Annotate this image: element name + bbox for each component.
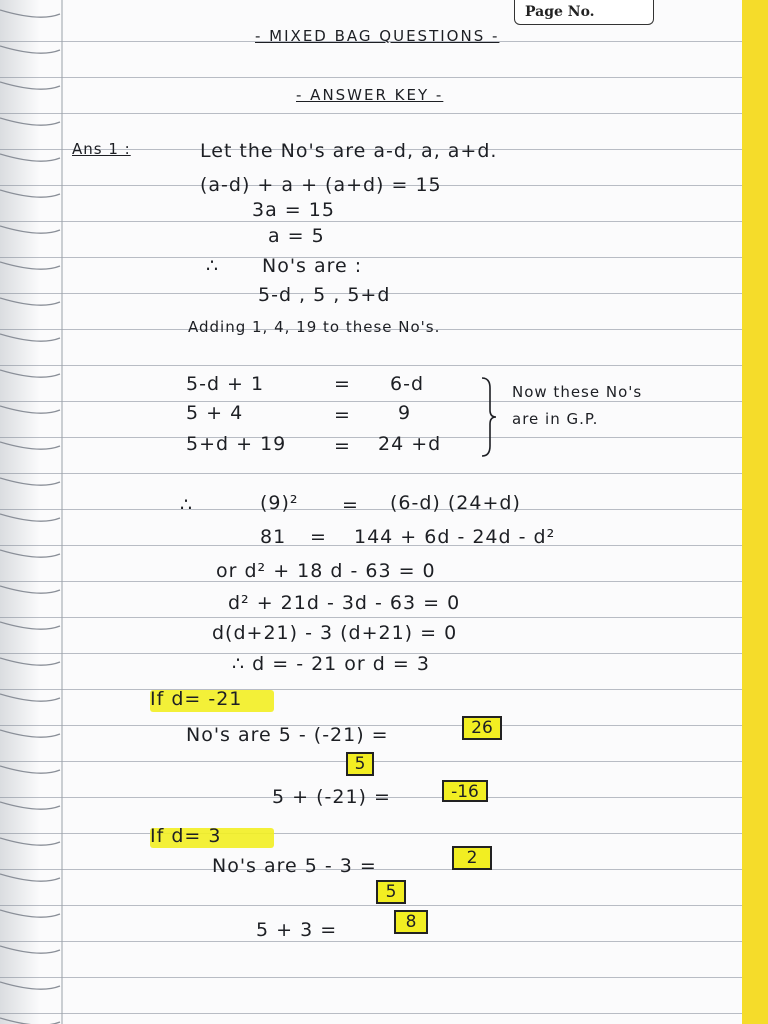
equation-line: d(d+21) - 3 (d+21) = 0 <box>212 622 458 644</box>
table-eq: = <box>334 404 351 426</box>
case-heading: If d= 3 <box>150 825 222 847</box>
answer-label: Ans 1 : <box>72 140 131 158</box>
table-lhs: 5-d + 1 <box>186 373 265 395</box>
equation-lhs: 81 <box>260 526 287 548</box>
equation-lhs: (9)² <box>260 492 299 514</box>
spiral-binding <box>0 0 70 1024</box>
yellow-background-strip <box>742 0 768 1024</box>
answer-box: 2 <box>452 846 492 870</box>
case-line: No's are 5 - 3 = <box>212 855 377 877</box>
case-line: 5 + (-21) = <box>272 786 391 808</box>
page-title: - MIXED BAG QUESTIONS - <box>255 27 500 45</box>
gp-note-line: Now these No's <box>512 383 643 401</box>
equation-line: or d² + 18 d - 63 = 0 <box>216 560 436 582</box>
work-line: (a-d) + a + (a+d) = 15 <box>200 174 442 196</box>
answer-box: 26 <box>462 716 502 740</box>
work-line: 3a = 15 <box>252 199 335 221</box>
work-line: 5-d , 5 , 5+d <box>258 284 391 306</box>
case-heading: If d= -21 <box>150 688 243 710</box>
answer-box: 8 <box>394 910 428 934</box>
page-number-box <box>514 0 654 25</box>
answer-box: 5 <box>376 880 406 904</box>
table-rhs: 9 <box>398 402 412 424</box>
equation-rhs: 144 + 6d - 24d - d² <box>354 526 556 548</box>
work-line: a = 5 <box>268 225 325 247</box>
table-rhs: 6-d <box>390 373 425 395</box>
work-line: Adding 1, 4, 19 to these No's. <box>188 318 441 336</box>
curly-brace <box>478 376 498 458</box>
table-rhs: 24 +d <box>378 433 442 455</box>
equation-line: d² + 21d - 3d - 63 = 0 <box>228 592 461 614</box>
answer-box: -16 <box>442 780 488 802</box>
work-line: No's are : <box>262 255 363 277</box>
page-number-label: Page No. <box>525 4 595 20</box>
equation-line: ∴ d = - 21 or d = 3 <box>232 653 430 675</box>
page-subtitle: - ANSWER KEY - <box>296 86 444 104</box>
equation-eq: = <box>310 526 327 548</box>
case-line: No's are 5 - (-21) = <box>186 724 389 746</box>
table-lhs: 5 + 4 <box>186 402 244 424</box>
table-eq: = <box>334 373 351 395</box>
therefore-symbol: ∴ <box>180 494 194 516</box>
answer-box: 5 <box>346 752 374 776</box>
work-line: Let the No's are a-d, a, a+d. <box>200 140 498 162</box>
therefore-symbol: ∴ <box>206 255 220 277</box>
gp-note-line: are in G.P. <box>512 410 599 428</box>
table-lhs: 5+d + 19 <box>186 433 287 455</box>
table-eq: = <box>334 435 351 457</box>
case-line: 5 + 3 = <box>256 919 338 941</box>
equation-rhs: (6-d) (24+d) <box>390 492 521 514</box>
equation-eq: = <box>342 494 359 516</box>
